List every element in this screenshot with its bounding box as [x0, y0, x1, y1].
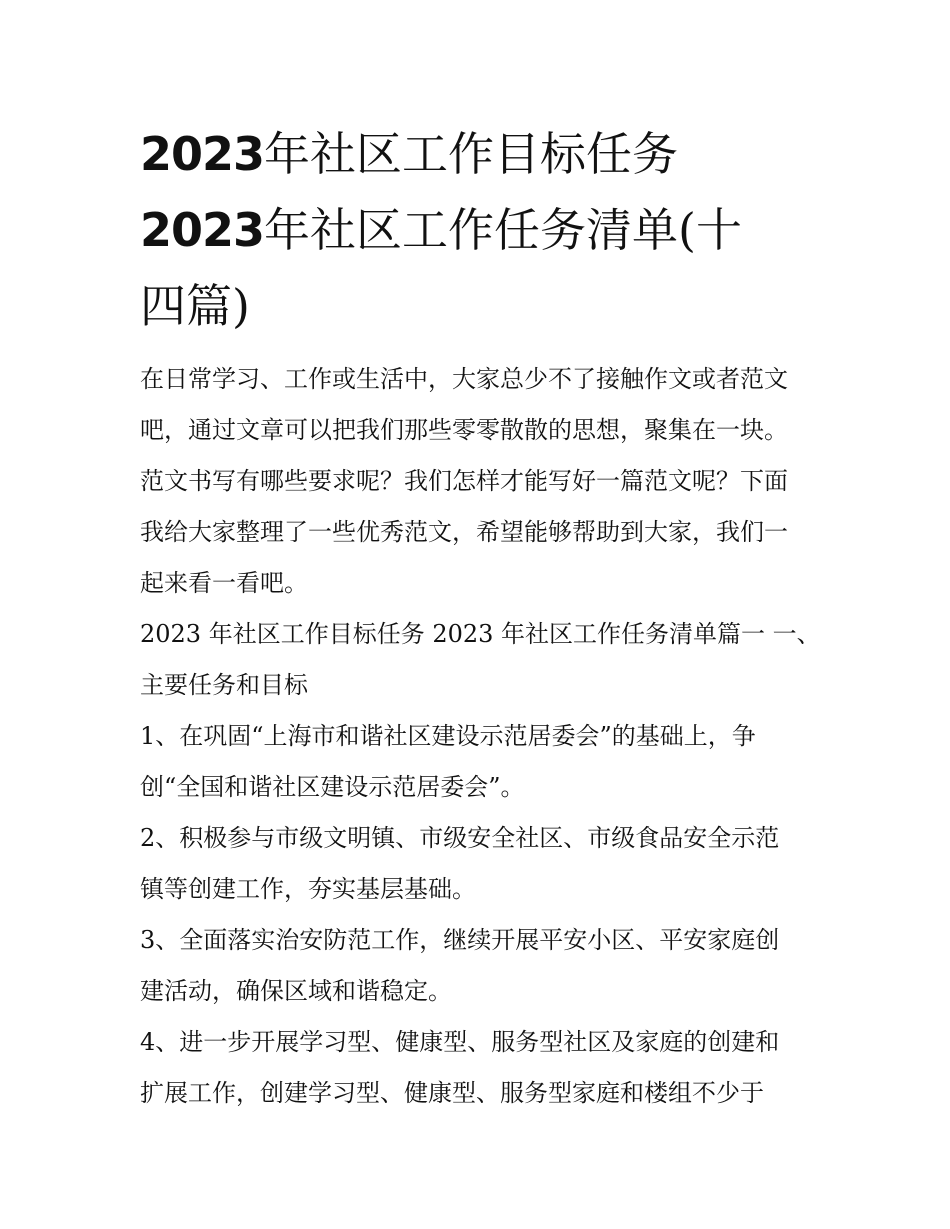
text-line: 2、积极参与市级文明镇、市级安全社区、市级食品安全示范 [140, 824, 780, 852]
title-year: 2023 [140, 127, 265, 181]
intro-paragraph [140, 354, 820, 609]
text-line: 3、全面落实治安防范工作，继续开展平安小区、平安家庭创 [140, 926, 780, 954]
text-line: 创“全国和谐社区建设示范居委会”。 [140, 773, 525, 801]
section-heading-paragraph [140, 609, 820, 711]
title-text: 年社区工作目标任务 [264, 127, 679, 181]
title-line-2 [140, 192, 820, 268]
text-line: 吧，通过文章可以把我们那些零零散散的思想，聚集在一块。 [140, 416, 788, 444]
text-line: 扩展工作，创建学习型、健康型、服务型家庭和楼组不少于 [140, 1079, 764, 1107]
text-line: 范文书写有哪些要求呢？我们怎样才能写好一篇范文呢？下面 [140, 467, 788, 495]
document-content [140, 116, 820, 1119]
document-title [140, 116, 820, 344]
item-1-paragraph [140, 711, 820, 813]
item-2-paragraph [140, 813, 820, 915]
text-line: 镇等创建工作，夯实基层基础。 [140, 875, 476, 903]
title-text: 年社区工作任务清单(十 [264, 203, 742, 257]
title-line-3 [140, 268, 820, 344]
text-line: 我给大家整理了一些优秀范文，希望能够帮助到大家，我们一 [140, 518, 788, 546]
title-line-1 [140, 116, 820, 192]
text-line: 2023 年社区工作目标任务 2023 年社区工作任务清单篇一 一、 [140, 620, 821, 648]
text-line: 主要任务和目标 [140, 671, 308, 699]
text-line: 建活动，确保区域和谐稳定。 [140, 977, 452, 1005]
text-line: 在日常学习、工作或生活中，大家总少不了接触作文或者范文 [140, 365, 788, 393]
title-year: 2023 [140, 203, 265, 257]
text-line: 1、在巩固“上海市和谐社区建设示范居委会”的基础上，争 [140, 722, 756, 750]
item-4-paragraph [140, 1017, 820, 1119]
text-line: 4、进一步开展学习型、健康型、服务型社区及家庭的创建和 [140, 1028, 780, 1056]
text-line: 起来看一看吧。 [140, 569, 308, 597]
title-text: 四篇) [140, 279, 250, 333]
item-3-paragraph [140, 915, 820, 1017]
